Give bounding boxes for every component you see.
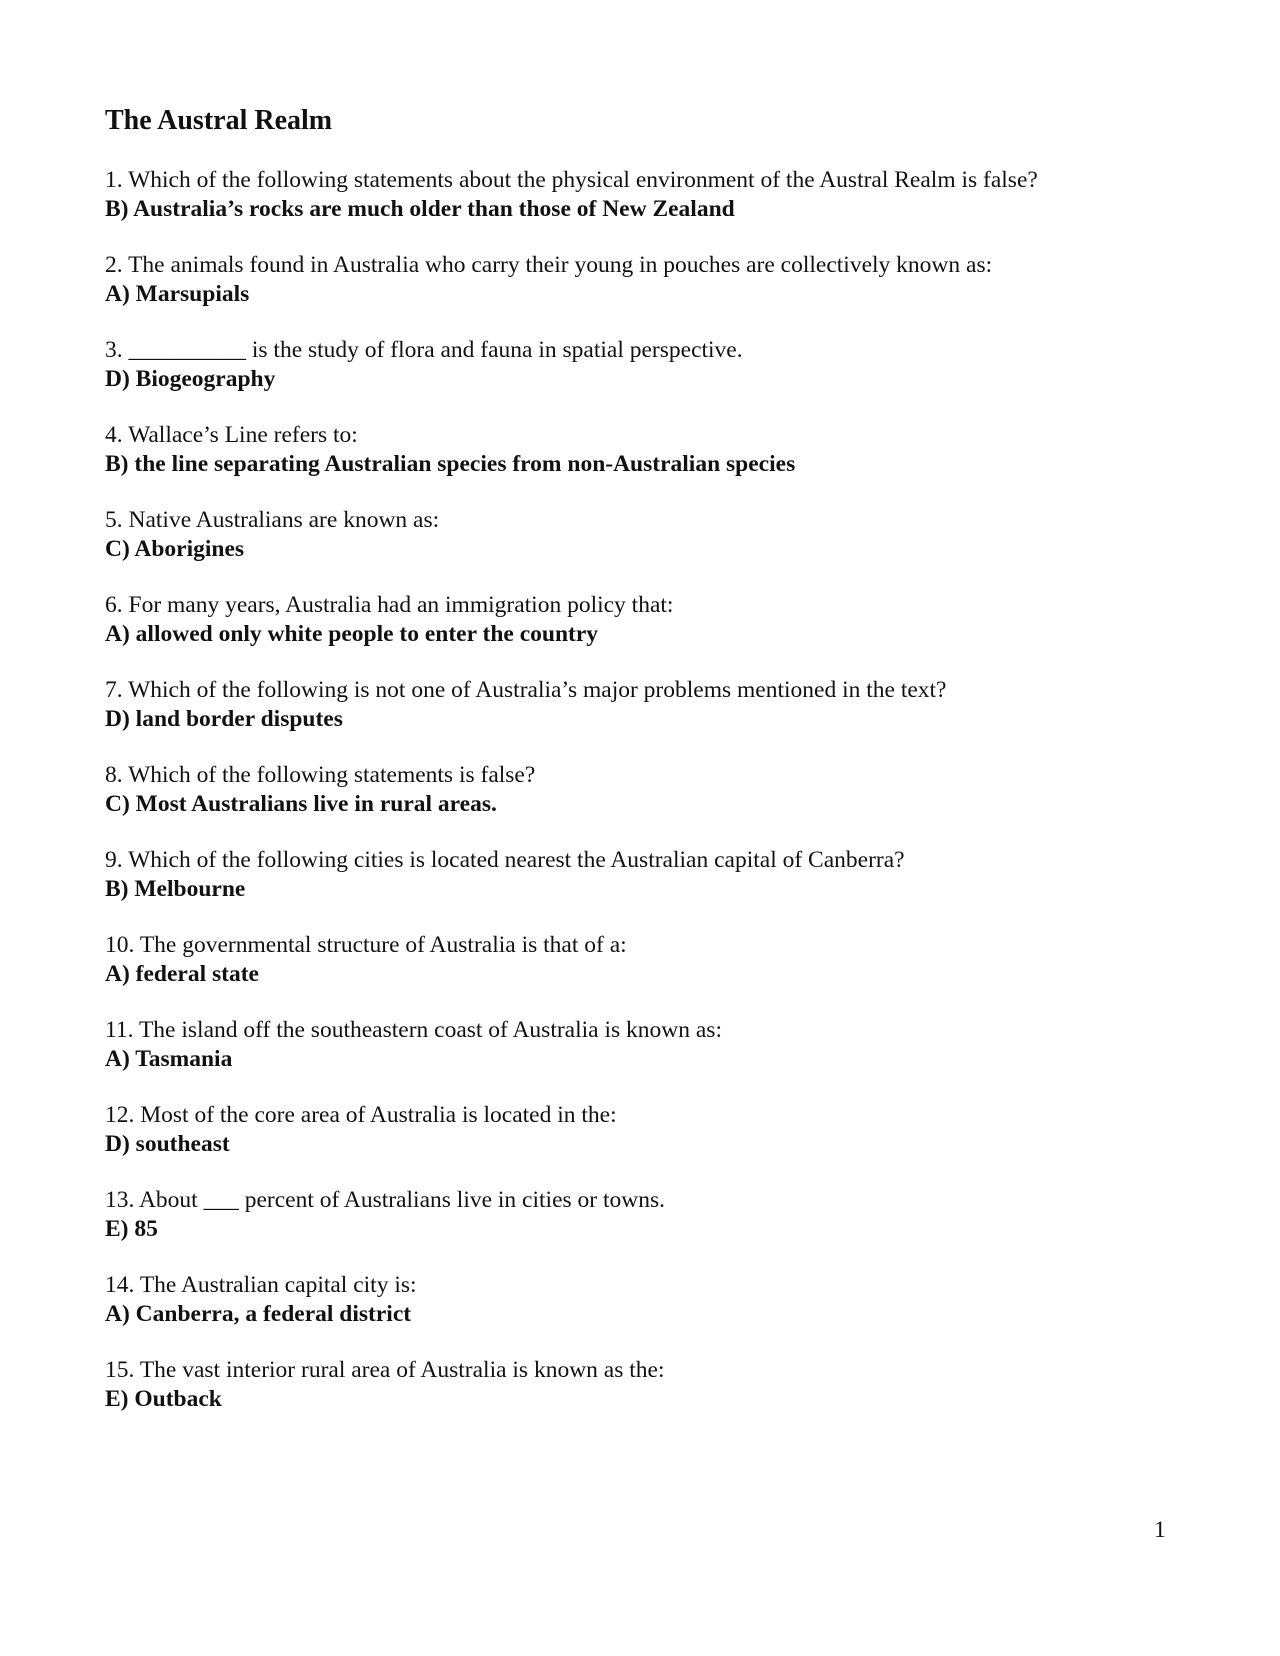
answer-text: C) Aborigines xyxy=(105,536,245,562)
page-number: 1 xyxy=(1154,1517,1166,1543)
question-item xyxy=(105,931,1185,989)
question-item xyxy=(105,336,1185,394)
question-item xyxy=(105,846,1185,904)
question-item xyxy=(105,591,1185,649)
answer-text: D) land border disputes xyxy=(105,706,343,732)
answer-text: A) Canberra, a federal district xyxy=(105,1301,412,1327)
question-text: 14. The Australian capital city is: xyxy=(105,1272,417,1298)
question-item xyxy=(105,761,1185,819)
question-text: 4. Wallace’s Line refers to: xyxy=(105,422,358,448)
answer-text: D) Biogeography xyxy=(105,366,276,392)
question-text: 12. Most of the core area of Australia is located in the: xyxy=(105,1102,617,1128)
document-page xyxy=(105,104,1185,1441)
page-title: The Austral Realm xyxy=(105,105,333,136)
question-text: 5. Native Australians are known as: xyxy=(105,507,440,533)
answer-text: A) federal state xyxy=(105,961,259,987)
question-item xyxy=(105,1271,1185,1329)
answer-text: B) Melbourne xyxy=(105,876,246,902)
question-text: 1. Which of the following statements about the physical environment of the Austral Realm is false? xyxy=(105,167,1038,193)
question-text: 2. The animals found in Australia who carry their young in pouches are collectively known as: xyxy=(105,252,993,278)
answer-text: A) Tasmania xyxy=(105,1046,233,1072)
answer-text: A) allowed only white people to enter the country xyxy=(105,621,599,647)
question-item xyxy=(105,506,1185,564)
question-item xyxy=(105,1356,1185,1414)
question-text: 15. The vast interior rural area of Australia is known as the: xyxy=(105,1357,665,1383)
question-text: 9. Which of the following cities is located nearest the Australian capital of Canberra? xyxy=(105,847,905,873)
answer-text: E) 85 xyxy=(105,1216,158,1242)
question-text: 3. __________ is the study of flora and fauna in spatial perspective. xyxy=(105,337,743,363)
question-item xyxy=(105,1186,1185,1244)
answer-text: E) Outback xyxy=(105,1386,222,1412)
question-text: 11. The island off the southeastern coast of Australia is known as: xyxy=(105,1017,722,1043)
question-item xyxy=(105,421,1185,479)
question-item xyxy=(105,166,1185,224)
question-text: 8. Which of the following statements is false? xyxy=(105,762,536,788)
question-text: 7. Which of the following is not one of Australia’s major problems mentioned in the text? xyxy=(105,677,947,703)
answer-text: C) Most Australians live in rural areas. xyxy=(105,791,497,817)
answer-text: A) Marsupials xyxy=(105,281,250,307)
answer-text: B) Australia’s rocks are much older than those of New Zealand xyxy=(105,196,735,222)
answer-text: D) southeast xyxy=(105,1131,230,1157)
question-text: 6. For many years, Australia had an immigration policy that: xyxy=(105,592,674,618)
question-item xyxy=(105,1101,1185,1159)
question-item xyxy=(105,1016,1185,1074)
answer-text: B) the line separating Australian species from non-Australian species xyxy=(105,451,796,477)
question-text: 13. About ___ percent of Australians live in cities or towns. xyxy=(105,1187,665,1213)
question-item xyxy=(105,251,1185,309)
question-item xyxy=(105,676,1185,734)
question-text: 10. The governmental structure of Australia is that of a: xyxy=(105,932,627,958)
question-list xyxy=(105,166,1185,1414)
